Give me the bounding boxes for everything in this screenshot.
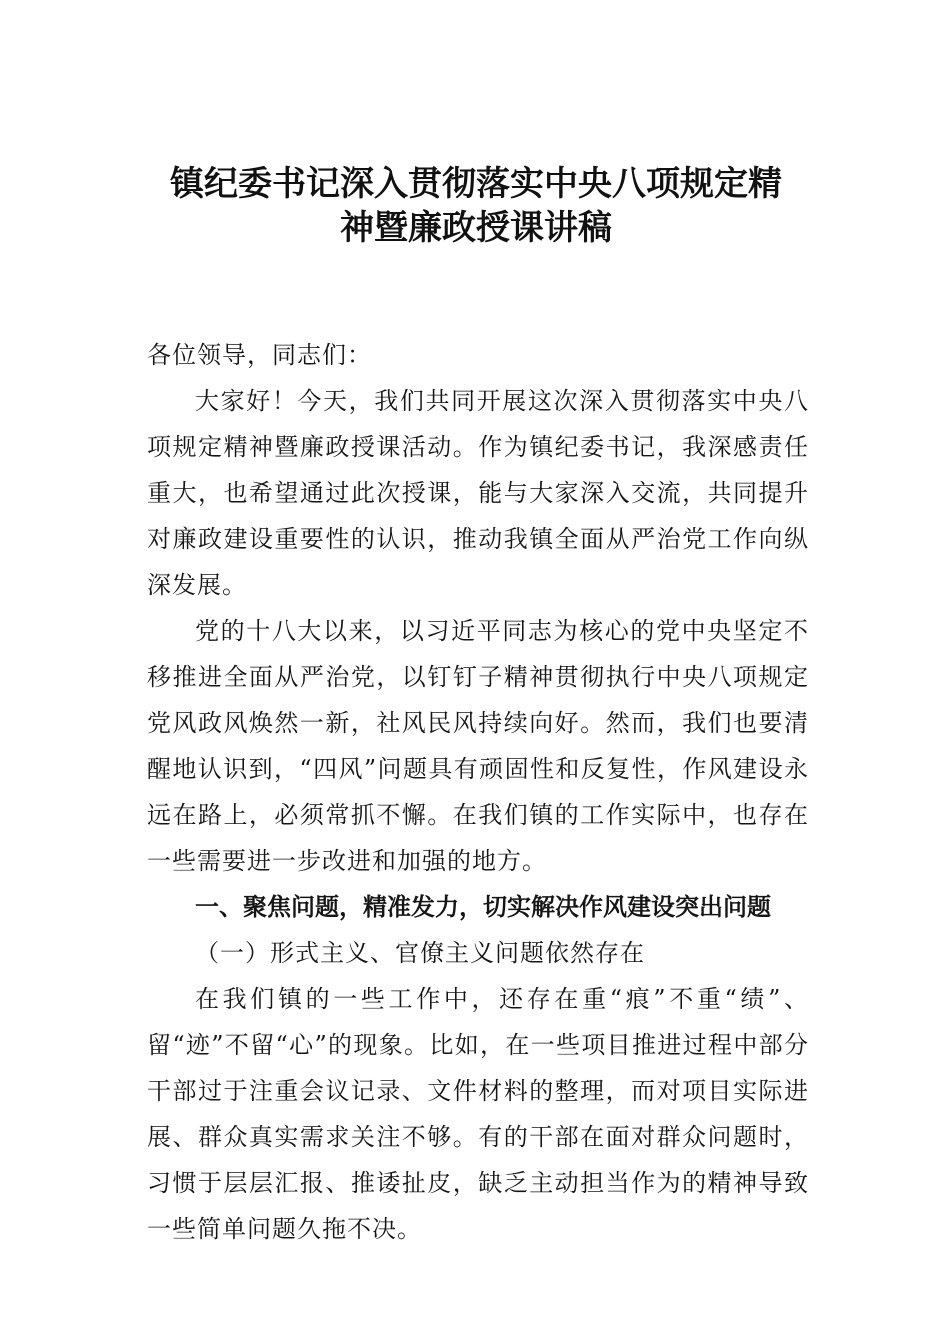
- subsection-heading: （一）形式主义、官僚主义问题依然存在: [195, 939, 645, 967]
- document-body: [147, 332, 809, 1252]
- paragraph-formalism: 在我们镇的一些工作中，还存在重“痕”不重“绩”、留“迹”不留“心”的现象。比如，在一些项目推进过程中部分干部过于注重会议记录、文件材料的整理，而对项目实际进展、群众真实需求关注不够。有的干部在面对群众问题时，习惯于层层汇报、推诿扯皮，缺乏主动担当作为的精神导致一些简单问题久拖不决。: [147, 985, 809, 1243]
- document-title-line-2: 神暨廉政授课讲稿: [340, 208, 612, 248]
- paragraph-background: 党的十八大以来，以习近平同志为核心的党中央坚定不移推进全面从严治党，以钉钉子精神贯彻执行中央八项规定党风政风焕然一新，社风民风持续向好。然而，我们也要清醒地认识到，“四风”问题具有顽固性和反复性，作风建设永远在路上，必须常抓不懈。在我们镇的工作实际中，也存在一些需要进一步改进和加强的地方。: [147, 617, 809, 875]
- salutation: 各位领导，同志们：: [147, 341, 372, 369]
- document-title-line-1: 镇纪委书记深入贯彻落实中央八项规定精: [170, 164, 782, 204]
- section-heading: 一、聚焦问题，精准发力，切实解决作风建设突出问题: [195, 893, 771, 921]
- paragraph-greeting: 大家好！今天，我们共同开展这次深入贯彻落实中央八项规定精神暨廉政授课活动。作为镇纪委书记，我深感责任重大，也希望通过此次授课，能与大家深入交流，共同提升对廉政建设重要性的认识，推动我镇全面从严治党工作向纵深发展。: [147, 387, 809, 599]
